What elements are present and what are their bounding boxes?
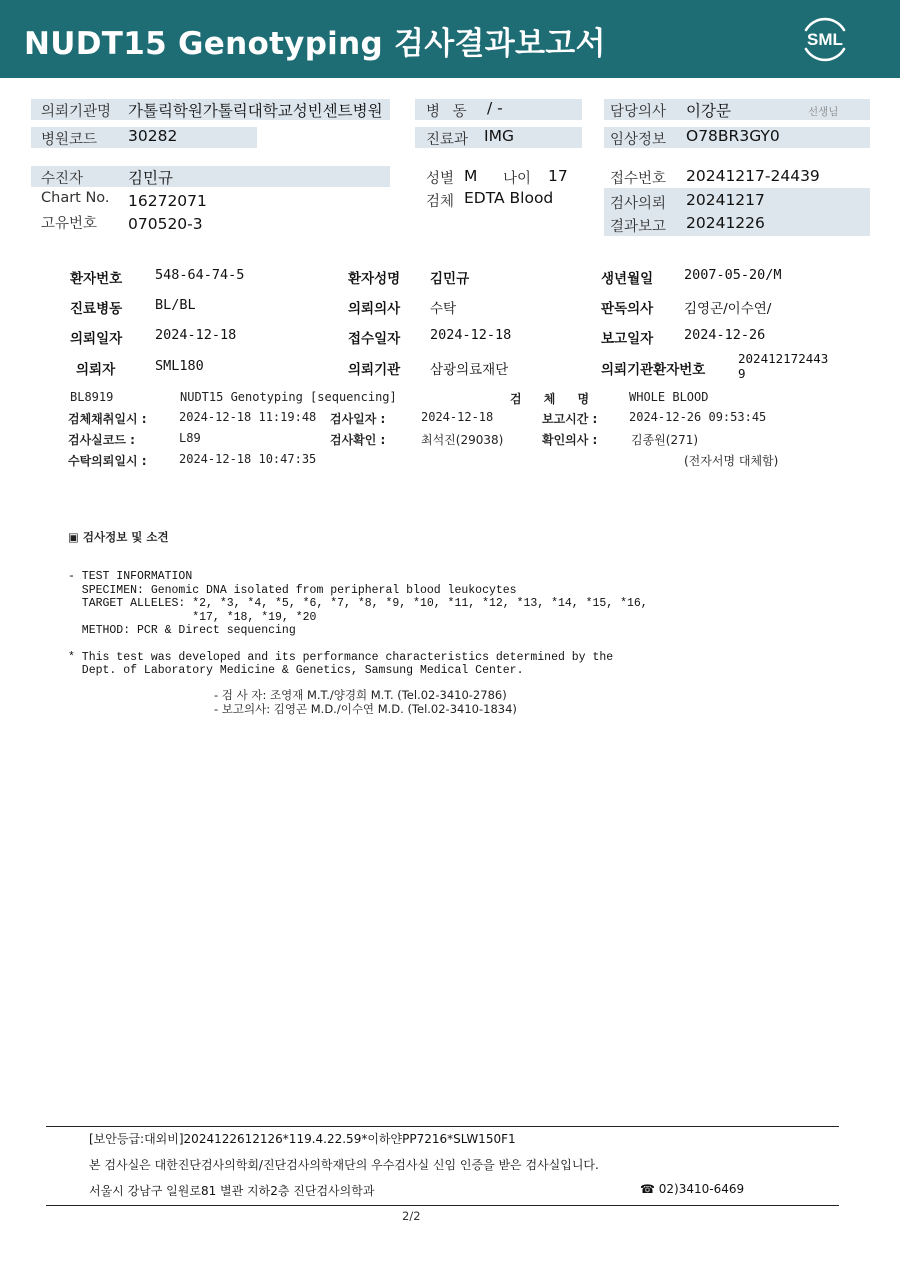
grid-inst-patient-no-value: 202412172443 <box>738 351 829 366</box>
test-date-value: 2024-12-18 <box>421 410 494 424</box>
grid-inst-patient-no-label: 의뢰기관환자번호 <box>601 362 706 378</box>
patient-value: 김민규 <box>128 169 173 187</box>
confirm-label: 확인의사 : <box>542 433 598 447</box>
age-value: 17 <box>548 167 568 185</box>
receipt-value: 20241217-24439 <box>686 167 820 185</box>
test-date-label: 검사일자 : <box>330 412 386 426</box>
consign-label: 수탁의뢰일시 : <box>68 454 147 468</box>
findings-line: Dept. of Laboratory Medicine & Genetics, Samsung Medical Center. <box>68 664 524 678</box>
findings-heading: ▣ 검사정보 및 소견 <box>68 530 169 544</box>
test-specimen-label: 검 체 명 <box>510 392 599 406</box>
findings-line: * This test was developed and its performance characteristics determined by the <box>68 650 614 664</box>
lab-code-value: L89 <box>179 431 201 445</box>
footer-bottom-rule <box>46 1205 839 1206</box>
findings-line: TARGET ALLELES: *2, *3, *4, *5, *6, *7, *8, *9, *10, *11, *12, *13, *14, *15, *16, <box>68 597 648 611</box>
findings-line: - TEST INFORMATION <box>68 570 193 584</box>
grid-req-inst-value: 삼광의료재단 <box>430 362 509 378</box>
grid-birth-value: 2007-05-20/M <box>684 267 782 283</box>
patient-label: 수진자 <box>41 171 84 187</box>
grid-requester-value: SML180 <box>155 358 204 374</box>
dept-value: IMG <box>484 127 514 145</box>
collect-label: 검체채취일시 : <box>68 412 147 426</box>
hospital-code-label: 병원코드 <box>41 132 98 148</box>
report-label: 결과보고 <box>610 219 667 235</box>
doctor-suffix: 선생님 <box>808 106 839 118</box>
grid-recv-date-value: 2024-12-18 <box>430 327 512 343</box>
grid-req-doctor-value: 수탁 <box>430 301 457 317</box>
address-line: 서울시 강남구 일원로81 별관 지하2층 진단검사의학과 <box>89 1184 375 1198</box>
grid-report-date-value: 2024-12-26 <box>684 327 766 343</box>
grid-birth-label: 생년월일 <box>601 271 654 287</box>
ward-value: / - <box>487 99 503 117</box>
patient-band <box>31 166 390 187</box>
page-number: 2/2 <box>402 1209 421 1223</box>
institution-value: 가톨릭학원가톨릭대학교성빈센트병원 <box>128 102 383 120</box>
age-label: 나이 <box>503 171 532 187</box>
grid-patient-name-label: 환자성명 <box>348 271 401 287</box>
hospital-code-value: 30282 <box>128 127 178 145</box>
grid-reading-doctor-label: 판독의사 <box>601 301 654 317</box>
consign-value: 2024-12-18 10:47:35 <box>179 452 317 466</box>
esign-note: (전자서명 대체함) <box>684 454 779 468</box>
grid-req-doctor-label: 의뢰의사 <box>348 301 401 317</box>
uid-value: 070520-3 <box>128 215 203 233</box>
test-code: BL8919 <box>70 390 114 404</box>
receipt-label: 접수번호 <box>610 171 667 187</box>
lab-code-label: 검사실코드 : <box>68 433 135 447</box>
grid-inst-patient-no-value-cont: 9 <box>738 366 746 381</box>
test-name: NUDT15 Genotyping [sequencing] <box>180 390 397 404</box>
chart-label: Chart No. <box>41 190 110 206</box>
grid-requester-label: 의뢰자 <box>76 362 116 378</box>
staff-tester: - 검 사 자: 조영재 M.T./양경희 M.T. (Tel.02-3410-2786) <box>214 688 507 702</box>
clinical-label: 임상정보 <box>610 132 667 148</box>
sex-label: 성별 <box>426 171 455 187</box>
staff-report-doctor: - 보고의사: 김영곤 M.D./이수연 M.D. (Tel.02-3410-1834) <box>214 702 517 716</box>
grid-patient-no-label: 환자번호 <box>70 271 123 287</box>
grid-patient-no-value: 548-64-74-5 <box>155 267 245 283</box>
specimen-value: EDTA Blood <box>464 189 554 207</box>
grid-req-date-value: 2024-12-18 <box>155 327 237 343</box>
grid-req-inst-label: 의뢰기관 <box>348 362 401 378</box>
report-header <box>0 0 900 78</box>
logo-text: SML <box>807 30 843 49</box>
chart-value: 16272071 <box>128 192 207 210</box>
grid-reading-doctor-value: 김영곤/이수연/ <box>684 301 772 317</box>
findings-line <box>68 637 648 650</box>
report-title: NUDT15 Genotyping 검사결과보고서 <box>24 26 606 62</box>
findings-text <box>68 557 648 691</box>
tester-label: 검사확인 : <box>330 433 386 447</box>
clinical-value: O78BR3GY0 <box>686 127 780 145</box>
sml-logo <box>796 12 854 66</box>
footer-top-rule <box>46 1126 839 1127</box>
sex-value: M <box>464 167 478 185</box>
confirm-value: 김종원(271) <box>631 433 699 447</box>
doctor-value: 이강문 <box>686 102 731 120</box>
certification-line: 본 검사실은 대한진단검사의학회/진단검사의학재단의 우수검사실 신임 인증을 받은 검사실입니다. <box>89 1158 599 1172</box>
findings-line: *17, *18, *19, *20 <box>68 610 317 624</box>
test-specimen-value: WHOLE BLOOD <box>629 390 709 404</box>
dept-label: 진료과 <box>426 132 469 148</box>
grid-ward-value: BL/BL <box>155 297 196 313</box>
report-time-value: 2024-12-26 09:53:45 <box>629 410 767 424</box>
findings-line: METHOD: PCR & Direct sequencing <box>68 624 296 638</box>
findings-line: SPECIMEN: Genomic DNA isolated from peripheral blood leukocytes <box>68 583 517 597</box>
staff-block <box>214 688 517 716</box>
institution-label: 의뢰기관명 <box>41 104 112 120</box>
grid-recv-date-label: 접수일자 <box>348 331 401 347</box>
phone-line: ☎ 02)3410-6469 <box>640 1182 745 1196</box>
tester-value: 최석진(29038) <box>421 433 504 447</box>
grid-report-date-label: 보고일자 <box>601 331 654 347</box>
uid-label: 고유번호 <box>41 216 98 232</box>
collect-value: 2024-12-18 11:19:48 <box>179 410 317 424</box>
request-label: 검사의뢰 <box>610 196 667 212</box>
request-value: 20241217 <box>686 191 765 209</box>
report-value: 20241226 <box>686 214 765 232</box>
grid-patient-name-value: 김민규 <box>430 271 470 287</box>
specimen-label: 검체 <box>426 194 455 210</box>
grid-req-date-label: 의뢰일자 <box>70 331 123 347</box>
report-time-label: 보고시간 : <box>542 412 598 426</box>
ward-label: 병 동 <box>426 104 471 120</box>
doctor-label: 담당의사 <box>610 104 667 120</box>
grid-ward-label: 진료병동 <box>70 301 123 317</box>
security-line: [보안등급:대외비]2024122612126*119.4.22.59*이하얀PP7216*SLW150F1 <box>89 1132 516 1146</box>
